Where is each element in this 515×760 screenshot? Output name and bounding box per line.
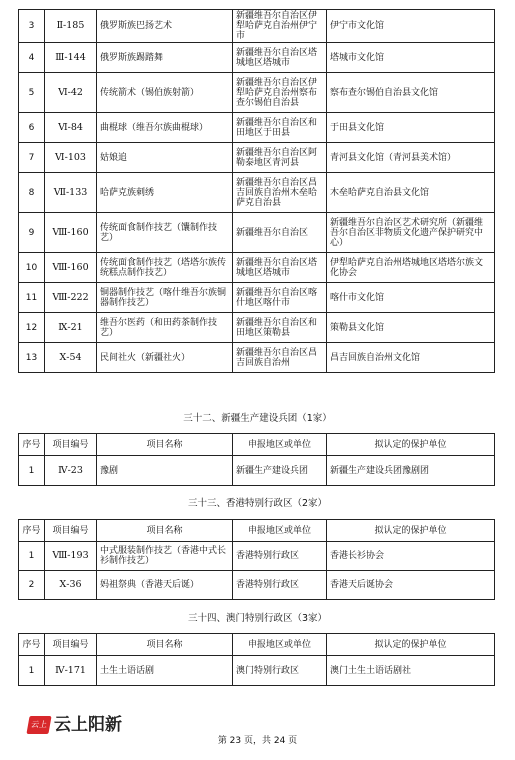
- project-name: 哈萨克族刺绣: [97, 173, 233, 213]
- protection-unit: 木垒哈萨克自治县文化馆: [327, 173, 495, 213]
- project-name: 铜器制作技艺（喀什维吾尔族铜器制作技艺）: [97, 283, 233, 313]
- table-row: [19, 456, 495, 486]
- project-code: Ⅱ-185: [45, 10, 97, 43]
- row-number: 6: [19, 113, 45, 143]
- table-row: [19, 113, 495, 143]
- protection-unit: 青河县文化馆（青河县美术馆）: [327, 143, 495, 173]
- declaring-region: 新疆维吾尔自治区和田地区策勒县: [233, 313, 327, 343]
- declaring-region: 新疆维吾尔自治区伊犁哈萨克自治州察布查尔锡伯自治县: [233, 73, 327, 113]
- declaring-region: 新疆维吾尔自治区昌吉回族自治州: [233, 343, 327, 373]
- project-code: Ⅷ-160: [45, 253, 97, 283]
- project-name: 维吾尔医药（和田药茶制作技艺）: [97, 313, 233, 343]
- row-number: 1: [19, 542, 45, 571]
- table-row: [19, 343, 495, 373]
- header-unit: 拟认定的保护单位: [327, 634, 495, 656]
- row-number: 13: [19, 343, 45, 373]
- project-code: Ⅲ-144: [45, 43, 97, 73]
- project-name: 传统箭术（锡伯族射箭）: [97, 73, 233, 113]
- declaring-region: 新疆维吾尔自治区: [233, 213, 327, 253]
- header-region: 申报地区或单位: [233, 634, 327, 656]
- hongkong-table: [18, 519, 495, 600]
- table-row: [19, 656, 495, 686]
- logo-text: 云上阳新: [54, 715, 122, 735]
- protection-unit: 察布查尔锡伯自治县文化馆: [327, 73, 495, 113]
- row-number: 11: [19, 283, 45, 313]
- table-row: [19, 213, 495, 253]
- project-name: 俄罗斯族巴扬艺术: [97, 10, 233, 43]
- project-code: Ⅶ-133: [45, 173, 97, 213]
- row-number: 9: [19, 213, 45, 253]
- declaring-region: 新疆维吾尔自治区昌吉回族自治州木垒哈萨克自治县: [233, 173, 327, 213]
- project-name: 曲棍球（维吾尔族曲棍球）: [97, 113, 233, 143]
- protection-unit: 香港天后诞协会: [327, 571, 495, 600]
- protection-unit: 于田县文化馆: [327, 113, 495, 143]
- project-name: 妈祖祭典（香港天后诞）: [97, 571, 233, 600]
- header-number: 序号: [19, 434, 45, 456]
- protection-unit: 昌吉回族自治州文化馆: [327, 343, 495, 373]
- protection-unit: 新疆维吾尔自治区艺术研究所（新疆维吾尔自治区非物质文化遗产保护研究中心）: [327, 213, 495, 253]
- table-row: [19, 43, 495, 73]
- header-unit: 拟认定的保护单位: [327, 434, 495, 456]
- project-code: Ⅵ-103: [45, 143, 97, 173]
- declaring-region: 新疆维吾尔自治区阿勒泰地区青河县: [233, 143, 327, 173]
- table-header-row: [19, 520, 495, 542]
- project-code: Ⅷ-222: [45, 283, 97, 313]
- header-name: 项目名称: [97, 434, 233, 456]
- row-number: 7: [19, 143, 45, 173]
- project-name: 豫剧: [97, 456, 233, 486]
- project-name: 中式服装制作技艺（香港中式长衫制作技艺）: [97, 542, 233, 571]
- table-row: [19, 73, 495, 113]
- header-number: 序号: [19, 520, 45, 542]
- declaring-region: 新疆维吾尔自治区塔城地区塔城市: [233, 253, 327, 283]
- header-code: 项目编号: [45, 520, 97, 542]
- row-number: 3: [19, 10, 45, 43]
- project-code: Ⅹ-36: [45, 571, 97, 600]
- bingtuan-table: [18, 433, 495, 486]
- declaring-region: 新疆维吾尔自治区和田地区于田县: [233, 113, 327, 143]
- header-name: 项目名称: [97, 634, 233, 656]
- row-number: 12: [19, 313, 45, 343]
- page-footer: 第 23 页，共 24 页: [217, 736, 298, 746]
- project-name: 俄罗斯族踢踏舞: [97, 43, 233, 73]
- protection-unit: 伊犁哈萨克自治州塔城地区塔塔尔族文化协会: [327, 253, 495, 283]
- table-row: [19, 253, 495, 283]
- project-code: Ⅷ-160: [45, 213, 97, 253]
- row-number: 4: [19, 43, 45, 73]
- project-name: 传统面食制作技艺（馕制作技艺）: [97, 213, 233, 253]
- row-number: 10: [19, 253, 45, 283]
- declaring-region: 香港特别行政区: [233, 571, 327, 600]
- xinjiang-table-continued: [18, 9, 495, 373]
- section-heading-bingtuan: 三十二、新疆生产建设兵团（1家）: [183, 413, 332, 424]
- row-number: 5: [19, 73, 45, 113]
- table-row: [19, 10, 495, 43]
- protection-unit: 策勒县文化馆: [327, 313, 495, 343]
- row-number: 1: [19, 656, 45, 686]
- project-code: Ⅳ-171: [45, 656, 97, 686]
- header-code: 项目编号: [45, 434, 97, 456]
- project-code: Ⅸ-21: [45, 313, 97, 343]
- table-row: [19, 542, 495, 571]
- row-number: 1: [19, 456, 45, 486]
- header-number: 序号: [19, 634, 45, 656]
- header-name: 项目名称: [97, 520, 233, 542]
- declaring-region: 新疆维吾尔自治区伊犁哈萨克自治州伊宁市: [233, 10, 327, 43]
- project-name: 民间社火（新疆社火）: [97, 343, 233, 373]
- header-code: 项目编号: [45, 634, 97, 656]
- section-heading-macau: 三十四、澳门特别行政区（3家）: [187, 613, 328, 624]
- header-unit: 拟认定的保护单位: [327, 520, 495, 542]
- protection-unit: 新疆生产建设兵团豫剧团: [327, 456, 495, 486]
- protection-unit: 伊宁市文化馆: [327, 10, 495, 43]
- project-code: Ⅳ-23: [45, 456, 97, 486]
- table-row: [19, 571, 495, 600]
- table-header-row: [19, 434, 495, 456]
- section-heading-hongkong: 三十三、香港特别行政区（2家）: [187, 498, 328, 509]
- protection-unit: 塔城市文化馆: [327, 43, 495, 73]
- protection-unit: 喀什市文化馆: [327, 283, 495, 313]
- row-number: 2: [19, 571, 45, 600]
- table-row: [19, 143, 495, 173]
- declaring-region: 香港特别行政区: [233, 542, 327, 571]
- table-header-row: [19, 634, 495, 656]
- declaring-region: 新疆维吾尔自治区喀什地区喀什市: [233, 283, 327, 313]
- macau-table: [18, 633, 495, 686]
- table-row: [19, 173, 495, 213]
- header-region: 申报地区或单位: [233, 520, 327, 542]
- protection-unit: 香港长衫协会: [327, 542, 495, 571]
- project-name: 姑娘追: [97, 143, 233, 173]
- cloud-logo-icon: 云上: [26, 716, 51, 734]
- project-name: 土生土语话剧: [97, 656, 233, 686]
- table-row: [19, 313, 495, 343]
- header-region: 申报地区或单位: [233, 434, 327, 456]
- declaring-region: 澳门特别行政区: [233, 656, 327, 686]
- project-code: Ⅵ-84: [45, 113, 97, 143]
- protection-unit: 澳门土生土语话剧社: [327, 656, 495, 686]
- declaring-region: 新疆维吾尔自治区塔城地区塔城市: [233, 43, 327, 73]
- project-code: Ⅷ-193: [45, 542, 97, 571]
- row-number: 8: [19, 173, 45, 213]
- project-name: 传统面食制作技艺（塔塔尔族传统糕点制作技艺）: [97, 253, 233, 283]
- project-code: Ⅵ-42: [45, 73, 97, 113]
- table-row: [19, 283, 495, 313]
- project-code: Ⅹ-54: [45, 343, 97, 373]
- declaring-region: 新疆生产建设兵团: [233, 456, 327, 486]
